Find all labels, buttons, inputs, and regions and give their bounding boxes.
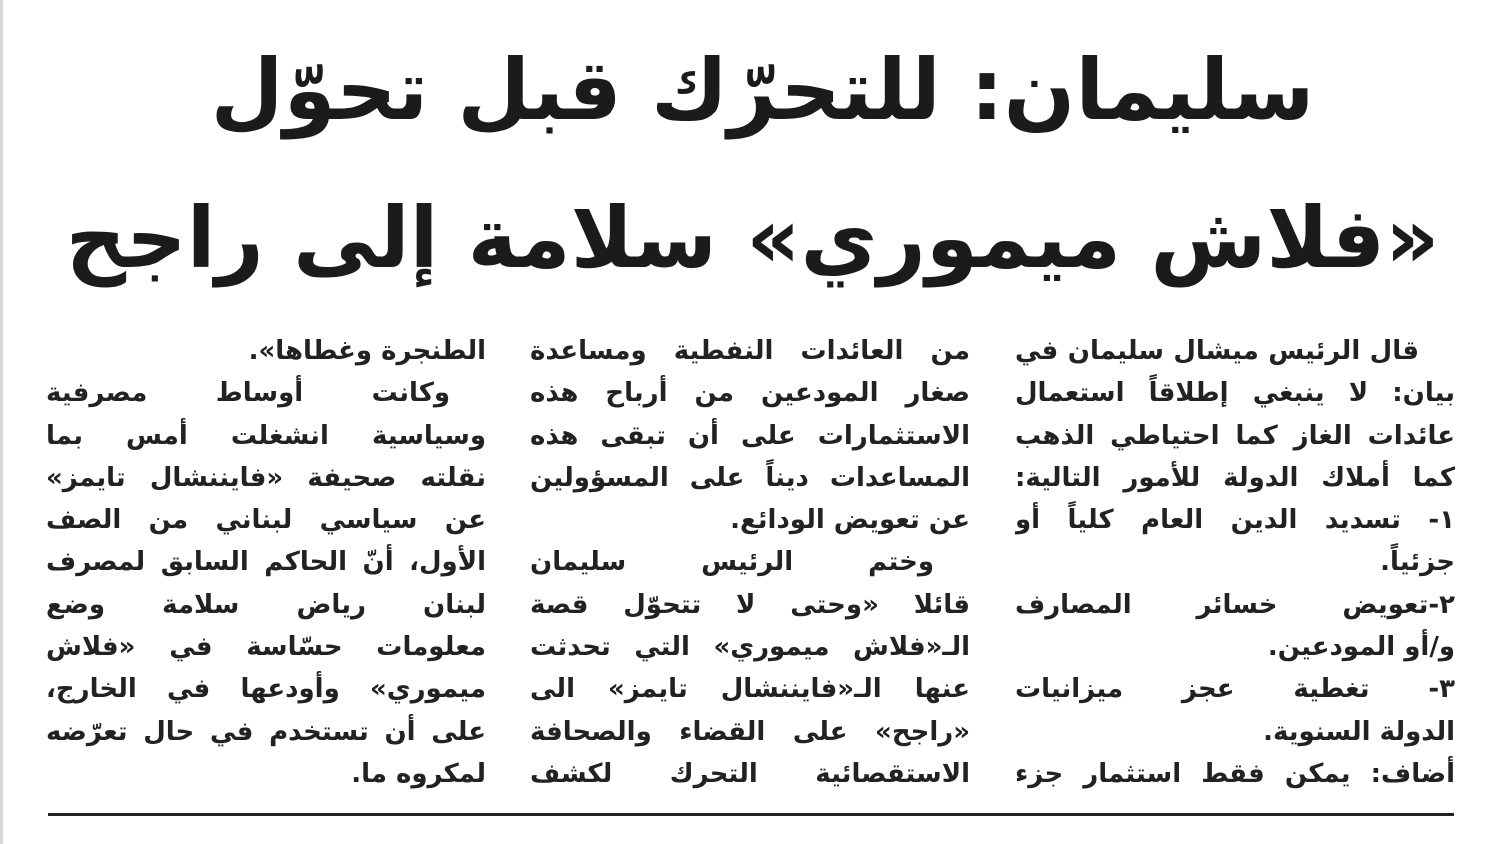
text-line: لمكروه ما. bbox=[351, 758, 486, 789]
text-line: من العائدات النفطية ومساعدة bbox=[530, 336, 970, 366]
text-line: الاستقصائية التحرك لكشف bbox=[530, 758, 970, 789]
text-line: ميموري» وأودعها في الخارج، bbox=[46, 674, 486, 705]
text-line: ٣- تغطية عجز ميزانيات bbox=[1015, 674, 1455, 705]
text-line: الاستثمارات على أن تبقى هذه bbox=[530, 420, 970, 451]
text-line: و/أو المودعين. bbox=[1267, 632, 1455, 663]
bottom-divider-rule bbox=[48, 813, 1454, 816]
text-line: لبنان رياض سلامة وضع bbox=[46, 589, 486, 620]
text-line: «راجح» على القضاء والصحافة bbox=[530, 716, 970, 747]
text-line: عنها الـ«فايننشال تايمز» الى bbox=[530, 674, 970, 705]
text-line: الدولة السنوية. bbox=[1263, 716, 1455, 747]
text-line: الـ«فلاش ميموري» التي تحدثت bbox=[530, 632, 970, 663]
text-line: أضاف: يمكن فقط استثمار جزء bbox=[1015, 758, 1455, 789]
text-line: قال الرئيس ميشال سليمان في bbox=[1015, 336, 1419, 366]
text-line: نقلته صحيفة «فايننشال تايمز» bbox=[46, 462, 486, 493]
text-line: المساعدات ديناً على المسؤولين bbox=[530, 462, 970, 493]
headline-line-1: سليمان: للتحرّك قبل تحوّل bbox=[210, 41, 1315, 139]
text-line: ٢-تعويض خسائر المصارف bbox=[1015, 589, 1455, 620]
text-line: صغار المودعين من أرباح هذه bbox=[530, 378, 970, 409]
text-line: على أن تستخدم في حال تعرّضه bbox=[46, 716, 486, 747]
article-column-middle bbox=[530, 330, 970, 795]
text-line: الطنجرة وغطاها». bbox=[248, 336, 486, 366]
text-line: ١- تسديد الدين العام كلياً أو bbox=[1015, 505, 1455, 536]
text-line: جزئياً. bbox=[1380, 547, 1455, 578]
text-line: عن سياسي لبناني من الصف bbox=[46, 505, 486, 536]
article-column-left bbox=[46, 330, 486, 795]
text-line: قائلا «وحتى لا تتحوّل قصة bbox=[530, 589, 970, 620]
text-line: معلومات حسّاسة في «فلاش bbox=[46, 632, 486, 663]
text-line: وختم الرئيس سليمان bbox=[530, 547, 934, 578]
text-line: الأول، أنّ الحاكم السابق لمصرف bbox=[46, 547, 486, 578]
text-line: كما أملاك الدولة للأمور التالية: bbox=[1015, 462, 1455, 493]
text-line: وكانت أوساط مصرفية bbox=[46, 378, 450, 409]
text-line: عن تعويض الودائع. bbox=[730, 505, 970, 536]
headline-line-2: «فلاش ميموري» سلامة إلى راجح bbox=[65, 189, 1440, 287]
article-column-right bbox=[1015, 330, 1455, 795]
text-line: عائدات الغاز كما احتياطي الذهب bbox=[1015, 420, 1455, 451]
text-line: بيان: لا ينبغي إطلاقاً استعمال bbox=[1015, 378, 1455, 409]
text-line: وسياسية انشغلت أمس بما bbox=[46, 420, 486, 451]
